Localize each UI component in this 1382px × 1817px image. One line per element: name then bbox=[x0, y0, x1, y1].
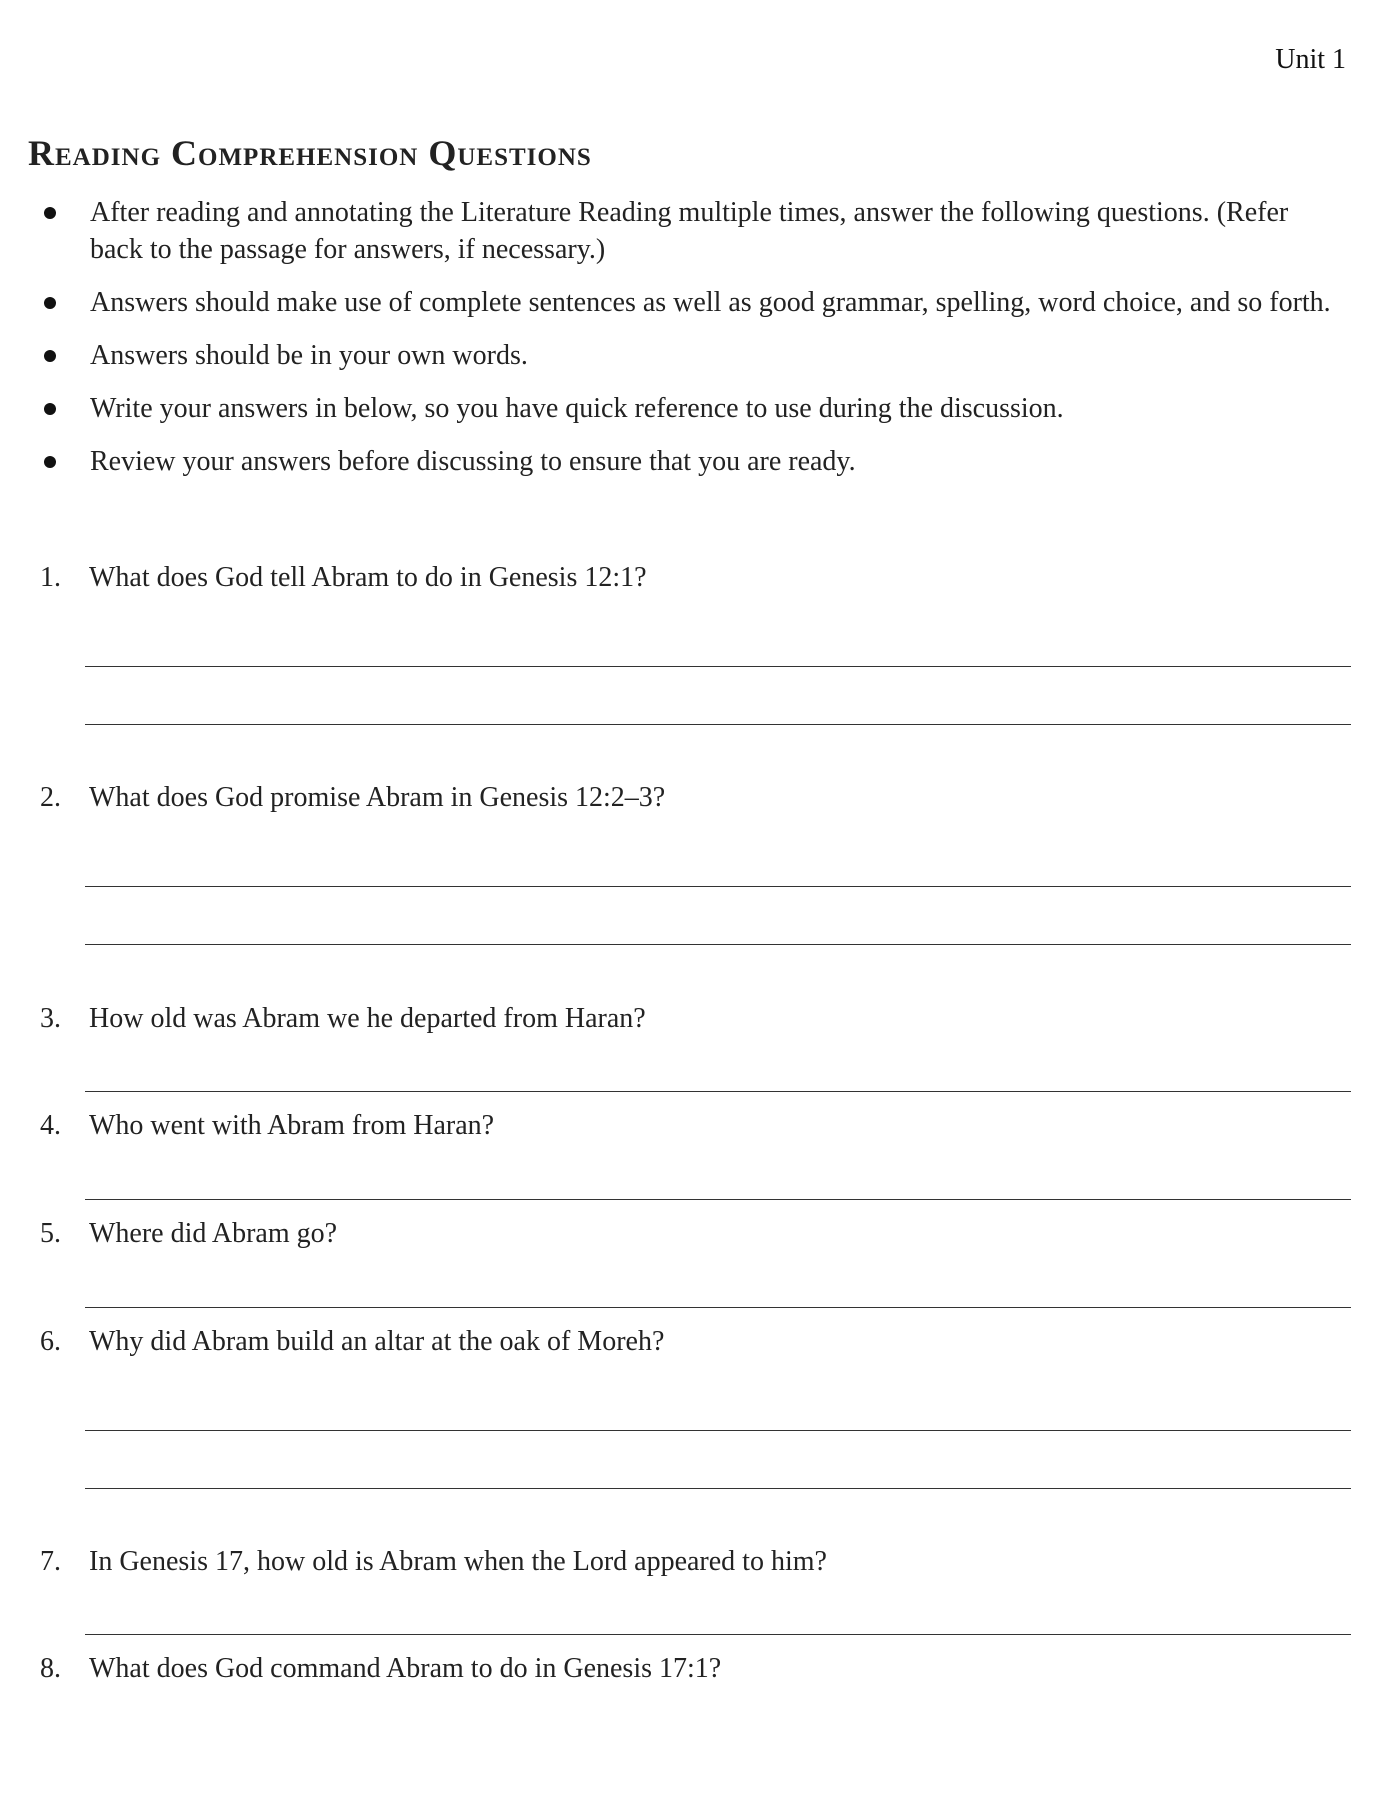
question-number: 1. bbox=[40, 562, 61, 593]
question-text: Who went with Abram from Haran? bbox=[89, 1110, 495, 1141]
answer-line[interactable] bbox=[85, 1091, 1351, 1092]
instruction-item bbox=[40, 194, 1340, 268]
unit-label: Unit 1 bbox=[1275, 44, 1346, 75]
question-2 bbox=[40, 782, 665, 814]
question-number: 5. bbox=[40, 1218, 61, 1249]
question-text: What does God command Abram to do in Genesis 17:1? bbox=[89, 1653, 722, 1684]
bullet-icon bbox=[44, 350, 56, 362]
question-number: 2. bbox=[40, 782, 61, 813]
question-text: In Genesis 17, how old is Abram when the Lord appeared to him? bbox=[89, 1546, 827, 1577]
instruction-text: After reading and annotating the Literature Reading multiple times, answer the following questions. (Refer back to the passage for answers, if necessary.) bbox=[90, 197, 1289, 265]
instruction-item bbox=[40, 284, 1340, 321]
question-text: Where did Abram go? bbox=[89, 1218, 338, 1249]
instructions-list bbox=[40, 194, 1340, 496]
answer-line[interactable] bbox=[85, 1430, 1351, 1431]
instruction-text: Write your answers in below, so you have quick reference to use during the discussion. bbox=[90, 393, 1064, 424]
answer-line[interactable] bbox=[85, 1199, 1351, 1200]
question-number: 8. bbox=[40, 1653, 61, 1684]
page-title: Reading Comprehension Questions bbox=[28, 133, 592, 173]
question-number: 3. bbox=[40, 1003, 61, 1034]
bullet-icon bbox=[44, 456, 56, 468]
question-number: 4. bbox=[40, 1110, 61, 1141]
question-5 bbox=[40, 1218, 337, 1250]
answer-line[interactable] bbox=[85, 1488, 1351, 1489]
question-number: 6. bbox=[40, 1326, 61, 1357]
question-3 bbox=[40, 1003, 646, 1035]
answer-line[interactable] bbox=[85, 1307, 1351, 1308]
instruction-item bbox=[40, 390, 1340, 427]
instruction-text: Answers should make use of complete sentences as well as good grammar, spelling, word choice, and so forth. bbox=[90, 287, 1331, 318]
question-text: How old was Abram we he departed from Haran? bbox=[89, 1003, 646, 1034]
bullet-icon bbox=[44, 207, 56, 219]
instruction-text: Answers should be in your own words. bbox=[90, 340, 528, 371]
answer-line[interactable] bbox=[85, 1634, 1351, 1635]
answer-line[interactable] bbox=[85, 886, 1351, 887]
bullet-icon bbox=[44, 297, 56, 309]
question-7 bbox=[40, 1546, 827, 1578]
question-1 bbox=[40, 562, 647, 594]
instruction-item bbox=[40, 337, 1340, 374]
instruction-item bbox=[40, 443, 1340, 480]
question-text: What does God tell Abram to do in Genesis 12:1? bbox=[89, 562, 647, 593]
question-text: What does God promise Abram in Genesis 12:2–3? bbox=[89, 782, 666, 813]
question-8 bbox=[40, 1653, 721, 1685]
question-6 bbox=[40, 1326, 664, 1358]
answer-line[interactable] bbox=[85, 666, 1351, 667]
question-4 bbox=[40, 1110, 494, 1142]
question-number: 7. bbox=[40, 1546, 61, 1577]
answer-line[interactable] bbox=[85, 944, 1351, 945]
instruction-text: Review your answers before discussing to ensure that you are ready. bbox=[90, 446, 856, 477]
bullet-icon bbox=[44, 403, 56, 415]
answer-line[interactable] bbox=[85, 724, 1351, 725]
question-text: Why did Abram build an altar at the oak of Moreh? bbox=[89, 1326, 665, 1357]
